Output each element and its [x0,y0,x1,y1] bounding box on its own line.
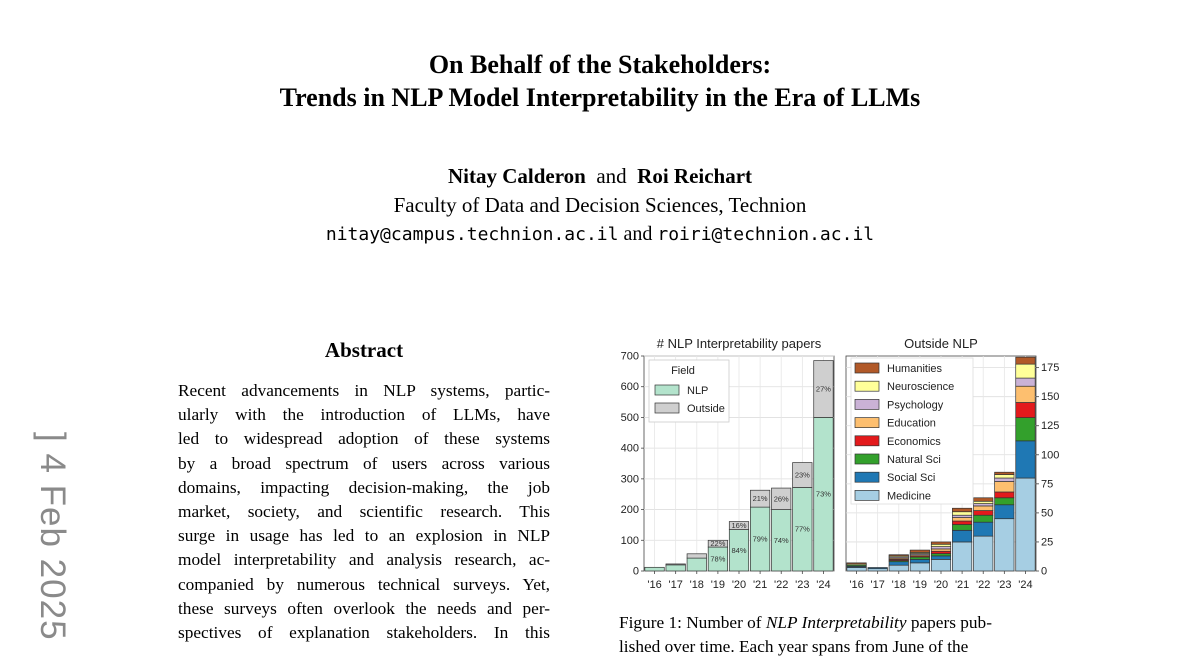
author-name: Roi Reichart [637,164,753,188]
legend-label: Social Sci [887,472,936,485]
x-tick-label: '23 [997,579,1012,591]
legend-label: Education [887,417,936,430]
bar-social-sci [974,522,993,536]
y-tick-label: 50 [1041,507,1054,520]
y-tick-label: 700 [620,350,639,363]
bar-natural-sci [995,498,1014,505]
x-tick-label: '24 [816,579,831,591]
bar-humanities [889,555,908,556]
x-tick-label: '18 [891,579,906,591]
legend-label: Outside [687,403,725,415]
y-tick-label: 600 [620,381,639,394]
chart-title: Outside NLP [904,336,978,351]
email-link[interactable]: roiri@technion.ac.il [657,224,875,245]
bar-nlp [645,567,664,571]
bar-education [952,518,971,521]
title-line-1: On Behalf of the Stakeholders: [428,50,772,79]
abstract-line: surge in usage has led to an explosion in NLP [178,526,550,546]
bar-humanities [995,472,1014,474]
y-tick-label: 100 [620,534,639,547]
legend-swatch [855,472,879,482]
legend-swatch [855,381,879,391]
bar-psychology [1016,378,1035,386]
y-tick-label: 200 [620,504,639,517]
bar-humanities [952,508,971,511]
legend-label: Natural Sci [887,454,941,466]
bar-percent-label: 78% [710,554,726,564]
x-tick-label: '18 [689,579,704,591]
bar-medicine [974,536,993,571]
abstract-line: spectives of explanation stakeholders. In this [178,623,550,643]
abstract-line: by a broad spectrum of users across various [178,453,550,473]
legend-label: Neuroscience [887,381,955,394]
abstract-line: companied by numerous technical surveys. Yet, [178,574,550,594]
bar-percent-label: 84% [731,545,747,555]
legend-swatch [855,418,879,428]
figure-1 [612,330,1072,610]
y-tick-label: 0 [1041,565,1048,578]
caption-suffix: papers pub- [906,613,992,632]
author-list [0,162,1200,190]
abstract-line: market, society, and scientific research. This [178,502,550,522]
author-emails [0,220,1200,249]
bar-outside [666,564,685,565]
abstract-line: ularly with the introduction of LLMs, have [178,405,550,425]
legend-swatch [855,490,879,500]
bar-economics [1016,402,1035,417]
y-tick-label: 0 [632,565,639,578]
abstract-line: domains, impacting decision-making, the job [178,477,550,497]
bar-social-sci [889,562,908,565]
email-link[interactable]: nitay@campus.technion.ac.il [325,224,619,245]
bar-humanities [974,498,993,501]
bar-humanities [931,542,950,544]
legend-label: Medicine [887,490,932,503]
bar-psychology [995,478,1014,481]
bar-percent-label: 22% [710,539,726,549]
bar-social-sci [1016,441,1035,478]
bar-social-sci [952,530,971,542]
bar-percent-label: 26% [773,494,789,504]
bar-medicine [889,565,908,571]
caption-line-2: lished over time. Each year spans from June of the [619,637,969,656]
email-conjunction: and [623,223,653,245]
legend-title: Field [671,365,695,377]
caption-italic: NLP Interpretability [765,613,907,632]
legend-swatch [655,385,679,395]
bar-education [1016,386,1035,402]
x-tick-label: '21 [752,579,768,591]
legend-label: NLP [687,385,709,397]
figure-chart [612,330,1072,610]
figure-caption [619,611,1059,659]
bar-humanities [910,550,929,552]
x-tick-label: '17 [870,579,885,591]
bar-humanities [1016,357,1035,364]
legend-label: Economics [887,435,941,448]
abstract-line: these surveys often overlook the needs and per- [178,598,550,618]
bar-percent-label: 27% [815,384,831,394]
legend-swatch [855,363,879,373]
abstract-heading: Abstract [324,338,404,362]
arxiv-stamp-text: ] 4 Feb 2025 [33,432,72,641]
bar-medicine [952,542,971,571]
bar-social-sci [995,505,1014,519]
caption-line-1 [619,611,1059,635]
paper-title [0,48,1200,114]
author-name: Nitay Calderon [447,164,586,188]
bar-social-sci [868,568,887,569]
title-line-2: Trends in NLP Model Interpretability in the Era of LLMs [279,83,921,112]
bar-natural-sci [1016,418,1035,441]
bar-nlp [666,565,685,571]
y-tick-label: 75 [1041,478,1054,491]
x-tick-label: '19 [912,579,928,591]
x-tick-label: '19 [710,579,726,591]
bar-neuroscience [995,475,1014,478]
bar-education [974,506,993,511]
bar-natural-sci [974,515,993,522]
bar-education [995,482,1014,492]
x-tick-label: '20 [731,579,747,591]
bar-natural-sci [952,525,971,531]
bar-social-sci [931,556,950,559]
bar-percent-label: 21% [752,494,768,504]
legend-label: Psychology [887,399,944,412]
arxiv-stamp [28,432,74,648]
chart-title: # NLP Interpretability papers [656,336,822,351]
x-tick-label: '21 [954,579,970,591]
bar-medicine [931,559,950,571]
bar-nlp [687,558,706,571]
bar-neuroscience [1016,364,1035,378]
bar-medicine [995,519,1014,571]
x-tick-label: '24 [1018,579,1033,591]
x-tick-label: '22 [774,579,789,591]
bar-neuroscience [952,512,971,515]
legend-label: Humanities [887,363,943,375]
y-tick-label: 125 [1041,420,1060,433]
abstract-line: model interpretability and analysis research, ac- [178,550,550,570]
x-tick-label: '16 [647,579,662,591]
y-tick-label: 500 [620,411,639,424]
author-conjunction: and [596,164,627,188]
y-tick-label: 25 [1041,536,1054,549]
x-tick-label: '20 [933,579,949,591]
bar-medicine [847,568,866,571]
bar-economics [952,521,971,524]
abstract-body [178,379,550,645]
x-tick-label: '16 [849,579,864,591]
bar-percent-label: 73% [815,489,831,499]
y-tick-label: 150 [1041,391,1060,404]
bar-economics [995,492,1014,498]
bar-percent-label: 79% [752,534,768,544]
y-tick-label: 100 [1041,449,1060,462]
y-tick-label: 400 [620,442,639,455]
abstract-line: led to widespread adoption of these systems [178,429,550,449]
bar-economics [974,511,993,516]
y-tick-label: 300 [620,473,639,486]
bar-social-sci [910,559,929,562]
x-tick-label: '17 [668,579,683,591]
bar-medicine [910,563,929,571]
bar-percent-label: 74% [773,535,789,545]
bar-percent-label: 23% [794,470,810,480]
x-tick-label: '22 [976,579,991,591]
legend-swatch [855,454,879,464]
bar-percent-label: 16% [731,521,747,531]
legend-swatch [855,436,879,446]
legend-swatch [655,403,679,413]
bar-outside [687,554,706,558]
affiliation: Faculty of Data and Decision Sciences, Technion [393,193,807,217]
bar-percent-label: 77% [794,524,810,534]
bar-humanities [847,563,866,564]
caption-prefix: Figure 1: Number of [619,613,766,632]
y-tick-label: 175 [1041,362,1060,375]
legend-swatch [855,399,879,409]
abstract-line: Recent advancements in NLP systems, partic- [178,381,550,400]
bar-medicine [1016,478,1035,571]
x-tick-label: '23 [795,579,810,591]
